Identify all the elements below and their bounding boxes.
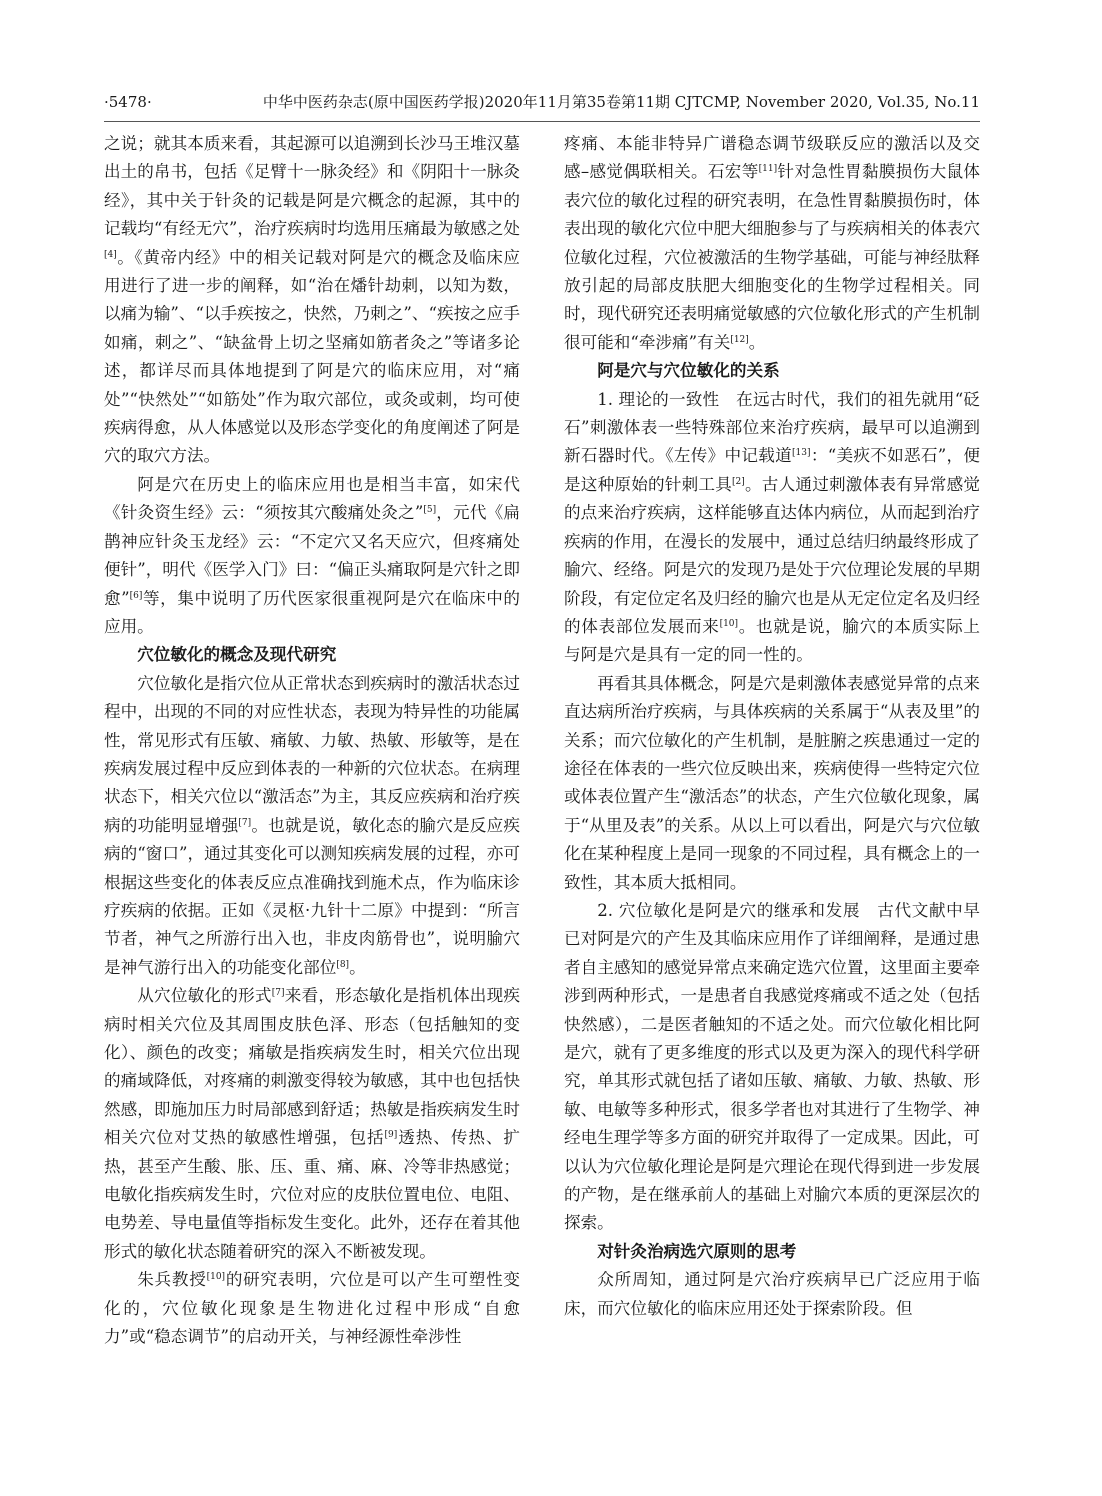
section-heading: 阿是穴与穴位敏化的关系 — [597, 361, 780, 381]
paragraph: 穴位敏化是指穴位从正常状态到疾病时的激活状态过程中，出现的不同的对应性状态，表现为特异性的功能属性，常见形式有压敏、痛敏、力敏、热敏、形敏等，是在疾病发展过程中反应到体表的一种新的穴位状态。在病理状态下，相关穴位以“激活态”为主，其反应疾病和治疗疾病的功能明显增强[7]。也就是说，敏化态的腧穴是反应疾病的“窗口”，通过其变化可以测知疾病发展的过程，亦可根据这些变化的体表反应点准确找到施术点，作为临床诊疗疾病的依据。正如《灵枢·九针十二原》中提到：“所言节者，神气之所游行出入也，非皮肉筋骨也”，说明腧穴是神气游行出入的功能变化部位[8]。 — [104, 673, 520, 977]
section-heading: 对针灸治病选穴原则的思考 — [597, 1241, 797, 1261]
citation[interactable]: [4] — [104, 249, 117, 260]
citation[interactable]: [11] — [758, 164, 778, 175]
citation[interactable]: [13] — [792, 448, 811, 459]
citation[interactable]: [10] — [206, 1272, 226, 1283]
citation[interactable]: [12] — [730, 334, 749, 345]
page-number: ·5478· — [104, 93, 152, 111]
paragraph: 2. 穴位敏化是阿是穴的继承和发展 古代文献中早已对阿是穴的产生及其临床应用作了详细阐释，是通过患者自主感知的感觉异常点来确定选穴位置，这里面主要牵涉到两种形式，一是患者自我感觉疼痛或不适之处（包括快然感），二是医者触知的不适之处。而穴位敏化相比阿是穴，就有了更多维度的形式以及更为深入的现代科学研究，单其形式就包括了诸如压敏、痛敏、力敏、热敏、形敏、电敏等多种形式，很多学者也对其进行了生物学、神经电生理学等多方面的研究并取得了一定成果。因此，可以认为穴位敏化理论是阿是穴理论在现代得到进一步发展的产物，是在继承前人的基础上对腧穴本质的更深层次的探索。 — [564, 900, 980, 1233]
paragraph: 众所周知，通过阿是穴治疗疾病早已广泛应用于临床，而穴位敏化的临床应用还处于探索阶段。但 — [564, 1270, 980, 1318]
paragraph: 之说；就其本质来看，其起源可以追溯到长沙马王堆汉墓出土的帛书，包括《足臂十一脉灸经》和《阴阳十一脉灸经》，其中关于针灸的记载是阿是穴概念的起源，其中的记载均“有经无穴”，治疗疾病时均选用压痛最为敏感之处[4]。《黄帝内经》中的相关记载对阿是穴的概念及临床应用进行了进一步的阐释，如“治在燔针劫刺，以知为数，以痛为输”、“以手疾按之，快然，乃刺之”、“疾按之应手如痛，刺之”、“缺盆骨上切之坚痛如筋者灸之”等诸多论述，都详尽而具体地提到了阿是穴的临床应用，对“痛处”“快然处”“如筋处”作为取穴部位，或灸或刺，均可使疾病得愈，从人体感觉以及形态学变化的角度阐述了阿是穴的取穴方法。 — [104, 134, 520, 466]
running-header — [104, 92, 980, 120]
left-column — [104, 130, 520, 1450]
paragraph: 1. 理论的一致性 在远古时代，我们的祖先就用“砭石”刺激体表一些特殊部位来治疗疾病，最早可以追溯到新石器时代。《左传》中记载道[13]：“美疢不如恶石”，便是这种原始的针刺工具[2]。古人通过刺激体表有异常感觉的点来治疗疾病，这样能够直达体内病位，从而起到治疗疾病的作用，在漫长的发展中，通过总结归纳最终形成了腧穴、经络。阿是穴的发现乃是处于穴位理论发展的早期阶段，有定位定名及归经的腧穴也是从无定位定名及归经的体表部位发展而来[10]。也就是说，腧穴的本质实际上与阿是穴是具有一定的同一性的。 — [564, 389, 980, 665]
citation[interactable]: [8] — [336, 959, 350, 970]
paragraph: 疼痛、本能非特异广谱稳态调节级联反应的激活以及交感–感觉偶联相关。石宏等[11]针对急性胃黏膜损伤大鼠体表穴位的敏化过程的研究表明，在急性胃黏膜损伤时，体表出现的敏化穴位中肥大细胞参与了与疾病相关的体表穴位敏化过程，穴位被激活的生物学基础，可能与神经肽释放引起的局部皮肤肥大细胞变化的生物学过程相关。同时，现代研究还表明痛觉敏感的穴位敏化形式的产生机制很可能和“牵涉痛”有关[12]。 — [564, 134, 980, 352]
journal-citation: 中华中医药杂志(原中国医药学报)2020年11月第35卷第11期 CJTCMP, November 2020, Vol.35, No.11 — [262, 93, 980, 111]
citation[interactable]: [7] — [271, 988, 285, 999]
right-column — [564, 130, 980, 1450]
citation[interactable]: [10] — [719, 618, 739, 629]
paragraph: 阿是穴在历史上的临床应用也是相当丰富，如宋代《针灸资生经》云：“须按其穴酸痛处灸之”[5]，元代《扁鹊神应针灸玉龙经》云：“不定穴又名天应穴，但疼痛处便针”，明代《医学入门》曰：“偏正头痛取阿是穴针之即愈”[6]等，集中说明了历代医家很重视阿是穴在临床中的应用。 — [104, 474, 520, 636]
citation[interactable]: [9] — [384, 1130, 398, 1141]
citation[interactable]: [6] — [129, 590, 143, 601]
section-heading: 穴位敏化的概念及现代研究 — [137, 645, 337, 665]
paragraph: 从穴位敏化的形式[7]来看，形态敏化是指机体出现疾病时相关穴位及其周围皮肤色泽、形态（包括触知的变化）、颜色的改变；痛敏是指疾病发生时，相关穴位出现的痛域降低，对疼痛的刺激变得较为敏感，其中也包括快然感，即施加压力时局部感到舒适；热敏是指疾病发生时相关穴位对艾热的敏感性增强，包括[9]透热、传热、扩热，甚至产生酸、胀、压、重、痛、麻、冷等非热感觉；电敏化指疾病发生时，穴位对应的皮肤位置电位、电阻、电势差、导电量值等指标发生变化。此外，还存在着其他形式的敏化状态随着研究的深入不断被发现。 — [104, 986, 520, 1261]
citation[interactable]: [7] — [238, 817, 252, 828]
citation[interactable]: [2] — [732, 476, 745, 487]
citation[interactable]: [5] — [423, 505, 437, 516]
paragraph: 再看其具体概念，阿是穴是刺激体表感觉异常的点来直达病所治疗疾病，与具体疾病的关系属于“从表及里”的关系；而穴位敏化的产生机制，是脏腑之疾患通过一定的途径在体表的一些穴位反映出来，疾病使得一些特定穴位或体表位置产生“激活态”的状态，产生穴位敏化现象，属于“从里及表”的关系。从以上可以看出，阿是穴与穴位敏化在某种程度上是同一现象的不同过程，具有概念上的一致性，其本质大抵相同。 — [564, 673, 980, 892]
paragraph: 朱兵教授[10]的研究表明，穴位是可以产生可塑性变化的，穴位敏化现象是生物进化过程中形成“自愈力”或“稳态调节”的启动开关，与神经源性牵涉性 — [104, 1270, 520, 1347]
header-rule — [104, 121, 980, 122]
